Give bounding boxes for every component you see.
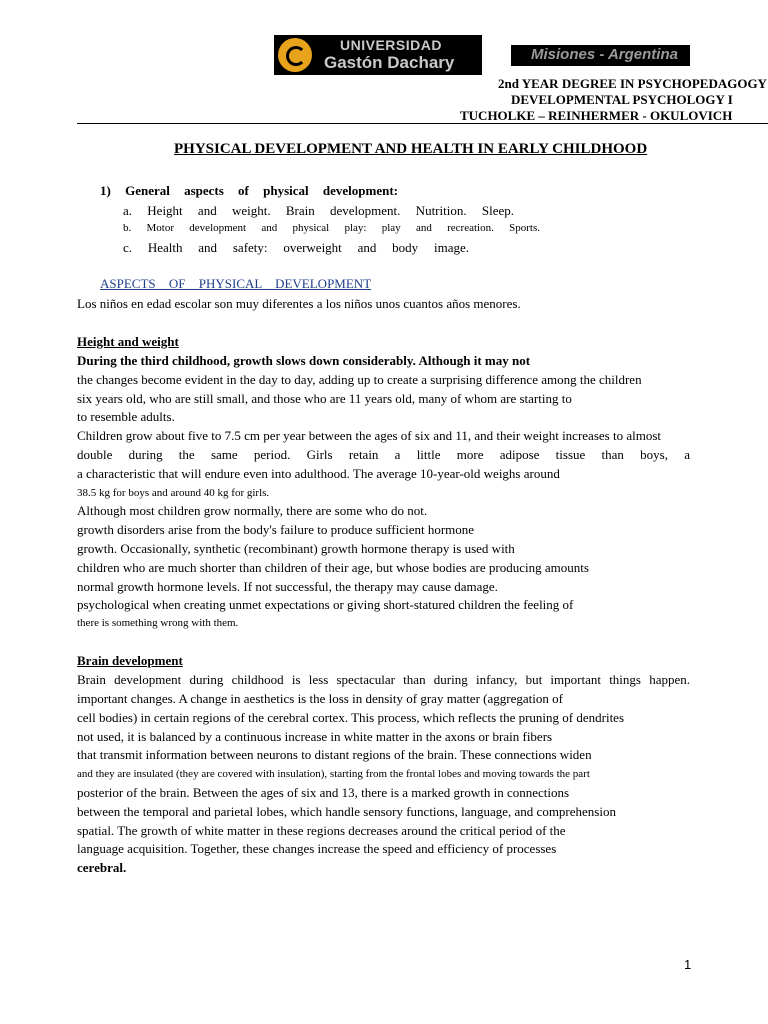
brain-line-1: Brain development during childhood is less spectacular than during infancy, but important things happen. [77, 672, 690, 687]
section-heading-brain: Brain development [77, 653, 183, 668]
height-bold-line: During the third childhood, growth slows down considerably. Although it may not [77, 353, 531, 368]
logo-line-1: UNIVERSIDAD [340, 37, 442, 53]
brain-line-4: not used, it is balanced by a continuous increase in white matter in the axons or brain fibers [77, 729, 553, 744]
height-line-4: Children grow about five to 7.5 cm per year between the ages of six and 11, and their weight increases to almost [77, 428, 661, 443]
section-heading-height: Height and weight [77, 334, 179, 349]
university-logo [274, 35, 482, 75]
logo-line-2: Gastón Dachary [324, 53, 455, 72]
header-authors: TUCHOLKE – REINHERMER - OKULOVICH [460, 108, 733, 123]
height-line-9: growth disorders arise from the body's failure to produce sufficient hormone [77, 522, 475, 537]
height-line-7: 38.5 kg for boys and around 40 kg for girls. [77, 487, 270, 499]
intro-text: Los niños en edad escolar son muy diferentes a los niños unos cuantos años menores. [77, 296, 521, 311]
height-line-13: psychological when creating unmet expectations or giving short-statured children the feeling of [77, 597, 574, 612]
banner-text: Misiones - Argentina [531, 46, 678, 63]
header-degree: 2nd YEAR DEGREE IN PSYCHOPEDAGOGY [498, 76, 767, 91]
page-number: 1 [684, 957, 692, 972]
aspects-heading: ASPECTS OF PHYSICAL DEVELOPMENT [100, 276, 372, 291]
university-emblem-icon [278, 38, 312, 72]
outline-item-a: a. Height and weight. Brain development. Nutrition. Sleep. [123, 203, 514, 218]
height-line-1: the changes become evident in the day to day, adding up to create a surprising difference among the children [77, 372, 642, 387]
height-line-12: normal growth hormone levels. If not successful, the therapy may cause damage. [77, 579, 498, 594]
brain-line-8: between the temporal and parietal lobes, which handle sensory functions, language, and comprehension [77, 804, 616, 819]
height-line-8: Although most children grow normally, there are some who do not. [77, 503, 428, 518]
brain-line-5: that transmit information between neurons to distant regions of the brain. These connections widen [77, 747, 592, 762]
height-line-14: there is something wrong with them. [77, 617, 239, 629]
brain-line-10: language acquisition. Together, these changes increase the speed and efficiency of processes [77, 841, 557, 856]
header-course: DEVELOPMENTAL PSYCHOLOGY I [511, 92, 733, 107]
height-line-2: six years old, who are still small, and those who are 11 years old, many of whom are starting to [77, 391, 572, 406]
brain-last-line: cerebral. [77, 860, 127, 875]
outline-item-b: b. Motor development and physical play: play and recreation. Sports. [123, 222, 540, 234]
outline-item-c: c. Health and safety: overweight and body image. [123, 240, 469, 255]
document-title: PHYSICAL DEVELOPMENT AND HEALTH IN EARLY CHILDHOOD [174, 141, 648, 157]
header-divider [77, 123, 768, 124]
height-line-5: double during the same period. Girls retain a little more adipose tissue than boys, a [77, 447, 690, 462]
outline-heading: 1) General aspects of physical development: [100, 183, 398, 198]
height-line-6: a characteristic that will endure even into adulthood. The average 10-year-old weighs around [77, 466, 560, 481]
height-line-10: growth. Occasionally, synthetic (recombinant) growth hormone therapy is used with [77, 541, 515, 556]
brain-line-7: posterior of the brain. Between the ages of six and 13, there is a marked growth in connections [77, 785, 570, 800]
brain-line-2: important changes. A change in aesthetics is the loss in density of gray matter (aggregation of [77, 691, 563, 706]
brain-line-3: cell bodies) in certain regions of the cerebral cortex. This process, which reflects the pruning of dendrites [77, 710, 625, 725]
location-banner [511, 45, 690, 66]
brain-line-9: spatial. The growth of white matter in these regions decreases around the critical period of the [77, 823, 566, 838]
brain-line-6: and they are insulated (they are covered with insulation), starting from the frontal lobes and moving towards the part [77, 768, 590, 780]
height-line-3: to resemble adults. [77, 409, 175, 424]
height-line-11: children who are much shorter than children of their age, but whose bodies are producing amounts [77, 560, 589, 575]
